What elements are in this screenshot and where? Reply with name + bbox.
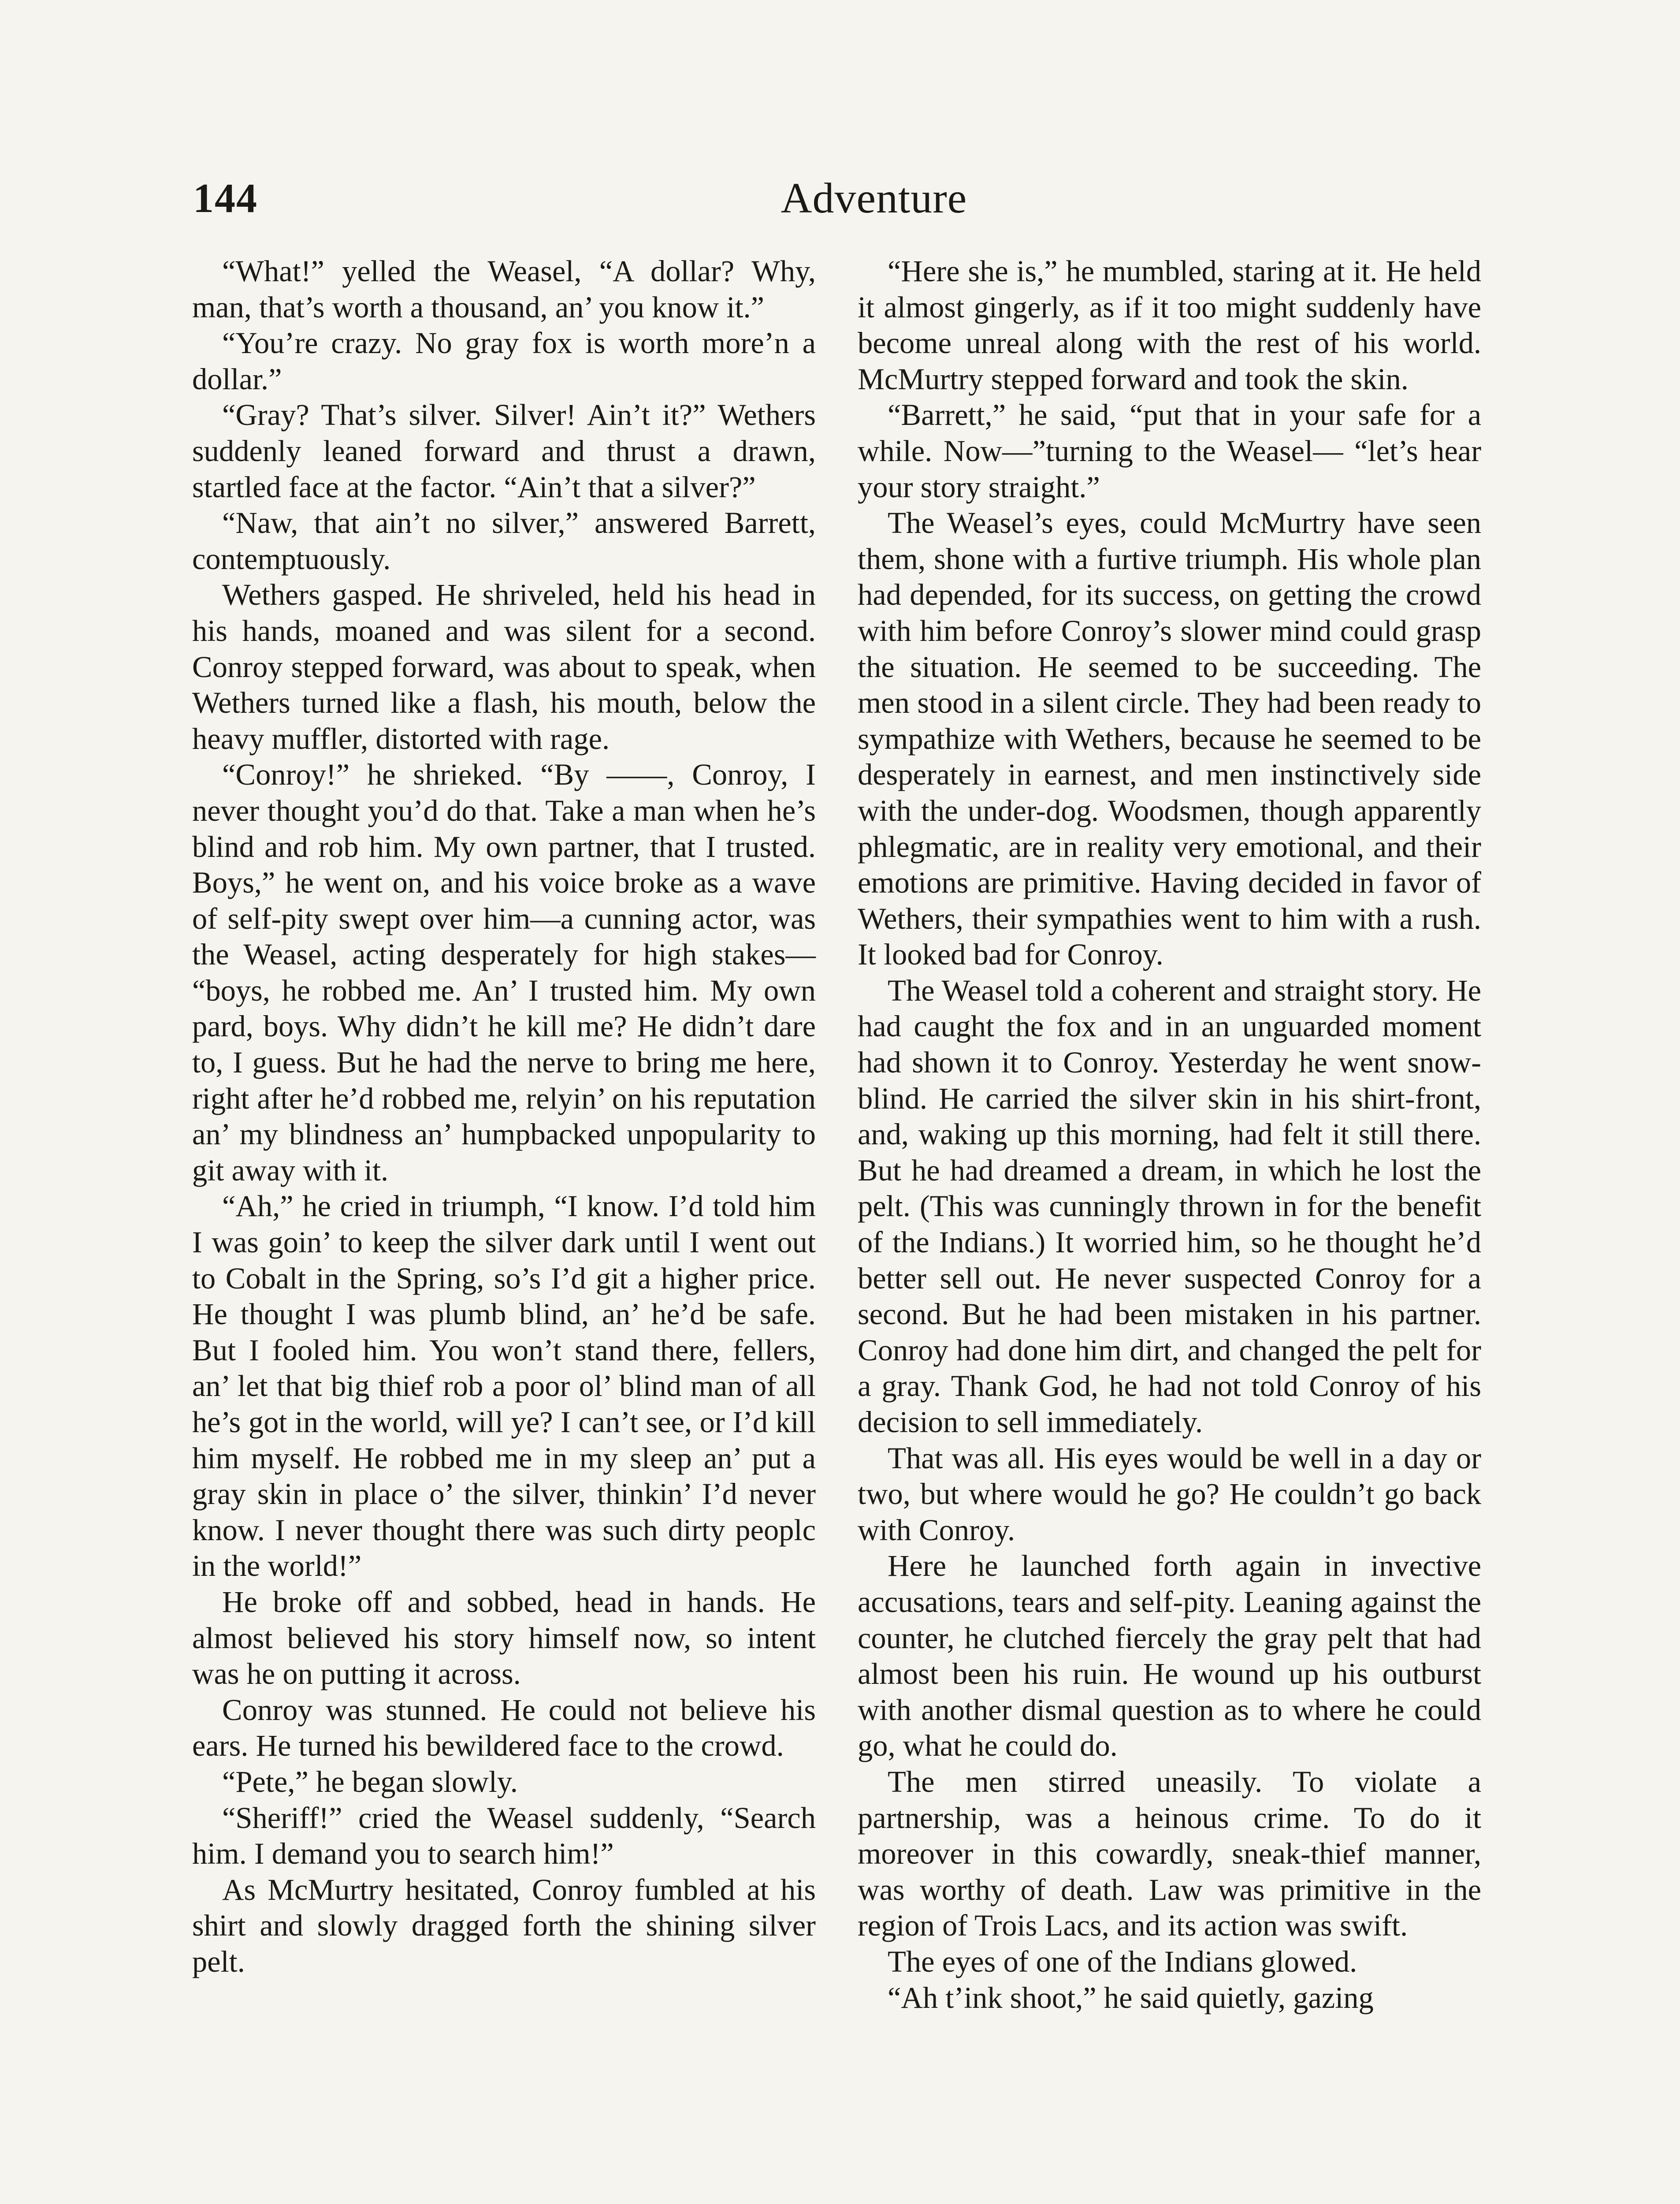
- paragraph: Here he launched forth again in invective accusations, tears and self-pity. Leaning against the counter, he clutched fiercely the gray pelt that had almost been his ruin. He wound up his outburst with another dismal question as to where he could go, what he could do.: [858, 1549, 1481, 1763]
- paragraph: “Conroy!” he shrieked. “By ——, Conroy, I never thought you’d do that. Take a man when he’s blind and rob him. My own partner, that I trusted. Boys,” he went on, and his voice broke as a wave of self-pity swept over him—a cunning actor, was the Weasel, acting desperately for high stakes— “boys, he robbed me. An’ I trusted him. My own pard, boys. Why didn’t he kill me? He didn’t dare to, I guess. But he had the nerve to bring me here, right after he’d robbed me, relyin’ on his reputation an’ my blindness an’ humpbacked unpopularity to git away with it.: [192, 758, 816, 1187]
- paragraph: Conroy was stunned. He could not believe his ears. He turned his bewildered face to the crowd.: [192, 1693, 816, 1763]
- paragraph: As McMurtry hesitated, Conroy fumbled at his shirt and slowly dragged forth the shining silver pelt.: [192, 1873, 816, 1978]
- paragraph: “Barrett,” he said, “put that in your safe for a while. Now—”turning to the Weasel— “let’s hear your story straight.”: [858, 398, 1481, 504]
- paragraph: “Pete,” he began slowly.: [222, 1765, 518, 1798]
- paragraph: “What!” yelled the Weasel, “A dollar? Why, man, that’s worth a thousand, an’ you know it.”: [192, 254, 816, 324]
- paragraph: Wethers gasped. He shriveled, held his head in his hands, moaned and was silent for a second. Conroy stepped forward, was about to speak, when Wethers turned like a flash, his mouth, below the heavy muffler, distorted with rage.: [192, 578, 816, 756]
- paragraph: The Weasel told a coherent and straight story. He had caught the fox and in an unguarded moment had shown it to Conroy. Yesterday he went snow-blind. He carried the silver skin in his shirt-front, and, waking up this morning, had felt it still there. But he had dreamed a dream, in which he lost the pelt. (This was cunningly thrown in for the benefit of the Indians.) It worried him, so he thought he’d better sell out. He never suspected Conroy for a second. But he had been mistaken in his partner. Conroy had done him dirt, and changed the pelt for a gray. Thank God, he had not told Conroy of his decision to sell immediately.: [858, 973, 1481, 1439]
- paragraph: “Sheriff!” cried the Weasel suddenly, “Search him. I demand you to search him!”: [192, 1801, 816, 1871]
- paragraph: The Weasel’s eyes, could McMurtry have seen them, shone with a furtive triumph. His whole plan had depended, for its success, on getting the crowd with him before Conroy’s slower mind could grasp the situation. He seemed to be succeeding. The men stood in a silent circle. They had been ready to sympathize with Wethers, because he seemed to be desperately in earnest, and men instinctively side with the under-dog. Woodsmen, though apparently phlegmatic, are in reality very emotional, and their emotions are primitive. Having decided in favor of Wethers, their sympathies went to him with a rush. It looked bad for Conroy.: [858, 506, 1481, 972]
- paragraph: “Gray? That’s silver. Silver! Ain’t it?” Wethers suddenly leaned forward and thrust a drawn, startled face at the factor. “Ain’t that a silver?”: [192, 398, 816, 504]
- paragraph: “You’re crazy. No gray fox is worth more’n a dollar.”: [192, 326, 816, 396]
- paragraph: “Here she is,” he mumbled, staring at it. He held it almost gingerly, as if it too might suddenly have become unreal along with the rest of his world. McMurtry stepped forward and took the skin.: [858, 254, 1481, 396]
- paragraph: He broke off and sobbed, head in hands. He almost believed his story himself now, so intent was he on putting it across.: [192, 1585, 816, 1691]
- page-header: [193, 168, 1555, 229]
- paragraph: “Ah t’ink shoot,” he said quietly, gazing: [888, 1981, 1374, 2014]
- paragraph: The men stirred uneasily. To violate a partnership, was a heinous crime. To do it moreover in this cowardly, sneak-thief manner, was worthy of death. Law was primitive in the region of Trois Lacs, and its action was swift.: [858, 1765, 1481, 1943]
- right-column: [858, 253, 1481, 2016]
- paragraph: That was all. His eyes would be well in a day or two, but where would he go? He couldn’t go back with Conroy.: [858, 1441, 1481, 1547]
- left-column: [192, 253, 816, 1980]
- paragraph: The eyes of one of the Indians glowed.: [888, 1944, 1357, 1978]
- magazine-title: Adventure: [781, 175, 967, 222]
- paragraph: “Naw, that ain’t no silver,” answered Barrett, contemptuously.: [192, 506, 816, 576]
- page-number: 144: [193, 175, 258, 221]
- paragraph: “Ah,” he cried in triumph, “I know. I’d told him I was goin’ to keep the silver dark until I went out to Cobalt in the Spring, so’s I’d git a higher price. He thought I was plumb blind, an’ he’d be safe. But I fooled him. You won’t stand there, fellers, an’ let that big thief rob a poor ol’ blind man of all he’s got in the world, will ye? I can’t see, or I’d kill him myself. He robbed me in my sleep an’ put a gray skin in place o’ the silver, thinkin’ I’d never know. I never thought there was such dirty peoplc in the world!”: [192, 1189, 816, 1583]
